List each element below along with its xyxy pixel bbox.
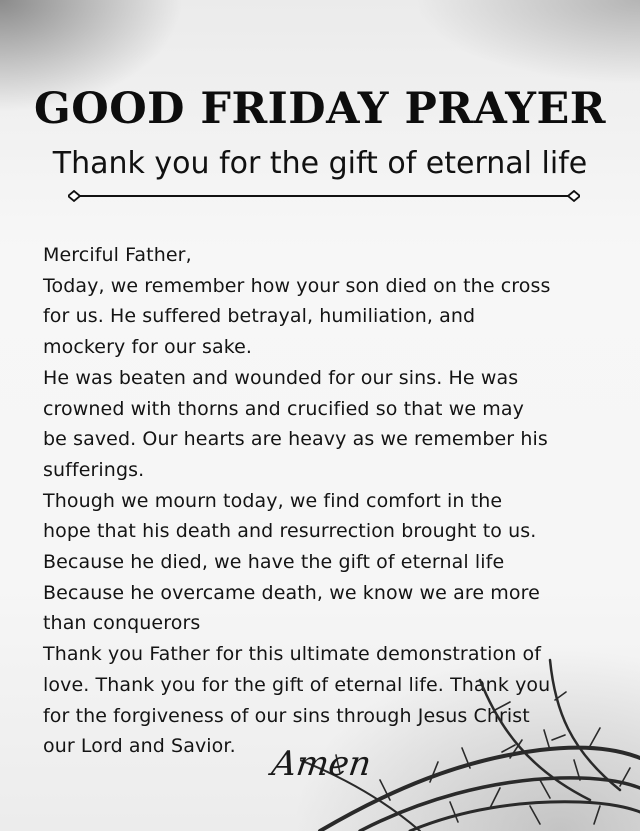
crown-of-thorns-icon — [300, 640, 640, 831]
prayer-line: for us. He suffered betrayal, humiliation, and — [43, 305, 476, 328]
prayer-line: Thank you Father for this ultimate demonstration of — [43, 643, 542, 666]
prayer-line: than conquerors — [43, 612, 201, 635]
prayer-line: Though we mourn today, we find comfort in the — [43, 489, 503, 512]
prayer-line: He was beaten and wounded for our sins. He was — [43, 366, 519, 389]
prayer-line: crowned with thorns and crucified so that we may — [43, 397, 524, 420]
prayer-line: be saved. Our hearts are heavy as we remember his — [43, 428, 548, 451]
prayer-line: our Lord and Savior. — [43, 735, 236, 758]
prayer-line: hope that his death and resurrection brought to us. — [43, 520, 537, 543]
prayer-line: love. Thank you for the gift of eternal life. Thank you — [43, 673, 551, 696]
prayer-line: sufferings. — [43, 458, 145, 481]
prayer-line: Because he overcame death, we know we are more — [43, 581, 540, 604]
page-subtitle: Thank you for the gift of eternal life — [52, 146, 588, 181]
prayer-line: Because he died, we have the gift of eternal life — [43, 551, 505, 574]
prayer-line: Today, we remember how your son died on the cross — [43, 274, 551, 297]
prayer-line: mockery for our sake. — [43, 336, 253, 359]
prayer-line: for the forgiveness of our sins through Jesus Christ — [43, 704, 530, 727]
page-title: GOOD FRIDAY PRAYER — [34, 84, 606, 134]
amen-signature: Amen — [269, 744, 374, 784]
divider-rule-icon — [68, 190, 580, 202]
prayer-line: Merciful Father, — [43, 244, 192, 266]
